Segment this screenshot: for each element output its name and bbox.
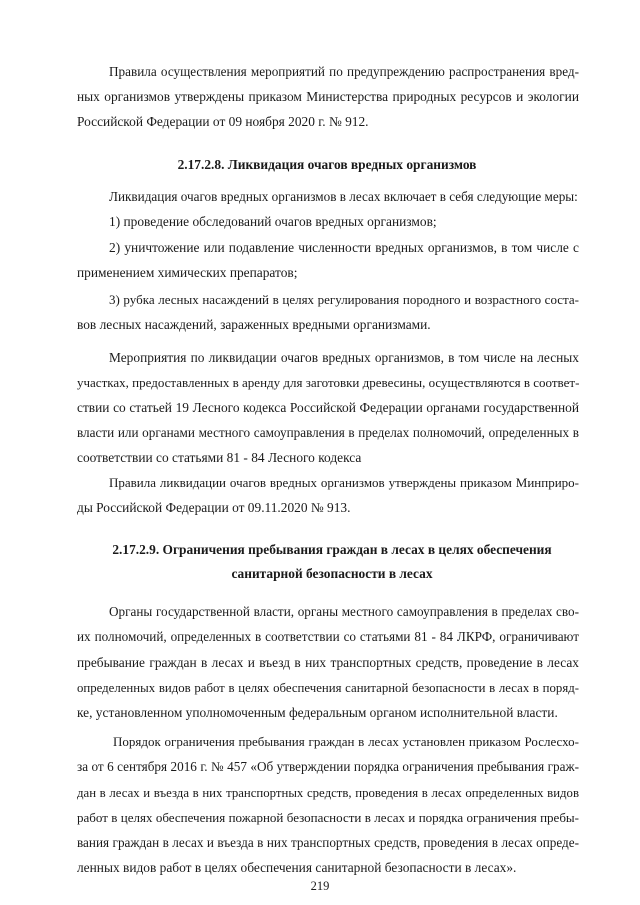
list-item: вов лесных насаждений, зараженных вредными организмами.	[77, 317, 431, 332]
paragraph-line: власти или органами местного самоуправления в пределах полномочий, определенных в	[77, 425, 579, 440]
paragraph-line: определенных видов работ в целях обеспечения санитарной безопасности в лесах в поряд-	[77, 681, 579, 695]
section-heading: санитарной безопасности в лесах	[231, 566, 433, 581]
paragraph-line: Ликвидация очагов вредных организмов в лесах включает в себя следующие меры:	[109, 189, 578, 204]
paragraph-line: их полномочий, определенных в соответствии со статьями 81 - 84 ЛКРФ, ограничивают	[77, 629, 579, 644]
paragraph-line: Мероприятия по ликвидации очагов вредных организмов, в том числе на лесных	[109, 350, 579, 365]
paragraph-line: Органы государственной власти, органы местного самоуправления в пределах сво-	[109, 604, 579, 619]
paragraph-line: дан в лесах и въезда в них транспортных средств, проведения в лесах определенных видов	[77, 786, 579, 800]
paragraph-line: Правила ликвидации очагов вредных организмов утверждены приказом Минприро-	[109, 475, 579, 490]
section-heading: 2.17.2.9. Ограничения пребывания граждан в лесах в целях обеспечения	[112, 542, 552, 557]
paragraph-line: Порядок ограничения пребывания граждан в лесах установлен приказом Рослесхо-	[113, 734, 579, 749]
list-item: 2) уничтожение или подавление численности вредных организмов, в том числе с	[109, 240, 579, 255]
paragraph-line: ных организмов утверждены приказом Министерства природных ресурсов и экологии	[77, 89, 579, 104]
paragraph-line: Российской Федерации от 09 ноября 2020 г. № 912.	[77, 114, 369, 129]
list-item: 3) рубка лесных насаждений в целях регулирования породного и возрастного соста-	[109, 292, 579, 307]
paragraph-line: вания граждан в лесах и въезда в них транспортных средств, проведения в лесах опреде-	[77, 835, 579, 850]
page-number: 219	[310, 879, 330, 893]
paragraph-line: ке, установленном уполномоченным федеральным органом исполнительной власти.	[77, 705, 558, 720]
paragraph-line: ствии со статьей 19 Лесного кодекса Российской Федерации органами государственной	[77, 400, 579, 415]
paragraph-line: участках, предоставленных в аренду для заготовки древесины, осуществляются в соответ-	[77, 375, 579, 390]
paragraph-line: за от 6 сентября 2016 г. № 457 «Об утверждении порядка ограничения пребывания граж-	[77, 759, 579, 774]
paragraph-line: Правила осуществления мероприятий по предупреждению распространения вред-	[109, 64, 579, 79]
paragraph-line: соответствии со статьями 81 - 84 Лесного кодекса	[77, 450, 362, 465]
list-item: 1) проведение обследований очагов вредных организмов;	[109, 214, 437, 229]
list-item: применением химических препаратов;	[77, 265, 298, 280]
section-heading: 2.17.2.8. Ликвидация очагов вредных организмов	[177, 157, 477, 172]
paragraph-line: ленных видов работ в целях обеспечения санитарной безопасности в лесах».	[77, 860, 517, 875]
paragraph-line: работ в целях обеспечения пожарной безопасности в лесах и порядка ограничения пребы-	[77, 810, 579, 825]
paragraph-line: пребывание граждан в лесах и въезд в них транспортных средств, проведение в лесах	[77, 655, 579, 670]
paragraph-line: ды Российской Федерации от 09.11.2020 № 913.	[77, 500, 351, 515]
